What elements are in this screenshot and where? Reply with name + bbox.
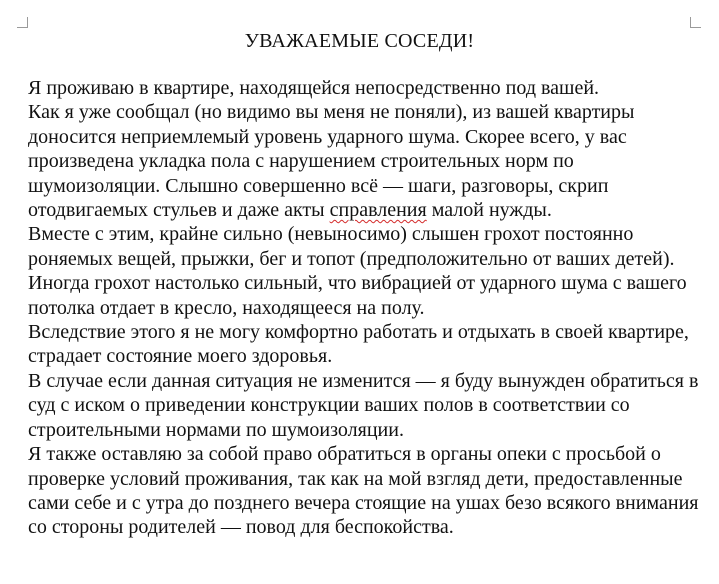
paragraph-4: Вследствие этого я не могу комфортно работать и отдыхать в своей квартире, страдает состояние моего здоровья. [28, 321, 689, 368]
paragraph-2-text: Как я уже сообщал (но видимо вы меня не поняли), из вашей квартиры доносится неприемлемый уровень ударного шума. Скорее всего, у вас произведена укладка пола с нарушением строительных норм по шумоизоляции. Слышно совершенно всё — шаги, разговоры, скрип отодвигаемых стульев и даже акты [28, 101, 635, 222]
document-body[interactable] [28, 76, 700, 540]
paragraph-2 [28, 100, 700, 222]
paragraph-3: Вместе с этим, крайне сильно (невыносимо) слышен грохот постоянно роняемых вещей, прыжки, бег и топот (предположительно от ваших детей). Иногда грохот настолько сильный, что вибрацией от ударного шума с вашего потолка отдает в кресло, находящееся на полу. [28, 223, 687, 319]
page-corner-mark-left [17, 17, 28, 28]
paragraph-2-end: малой нужды. [431, 199, 552, 222]
spellcheck-flagged-word[interactable]: справления [329, 199, 427, 222]
page-corner-mark-right [690, 17, 701, 28]
paragraph-1: Я проживаю в квартире, находящейся непосредственно под вашей. [28, 77, 600, 99]
paragraph-6: Я также оставляю за собой право обратиться в органы опеки с просьбой о проверке условий проживания, так как на мой взгляд дети, предоставленные сами себе и с утра до позднего вечера стоящие на ушах безо всякого внимания со стороны родителей — повод для беспокойства. [28, 443, 699, 539]
paragraph-5: В случае если данная ситуация не изменится — я буду вынужден обратиться в суд с иском о приведении конструкции ваших полов в соответствии со строительными нормами по шумоизоляции. [28, 369, 699, 441]
document-title: УВАЖАЕМЫЕ СОСЕДИ! [244, 30, 475, 52]
